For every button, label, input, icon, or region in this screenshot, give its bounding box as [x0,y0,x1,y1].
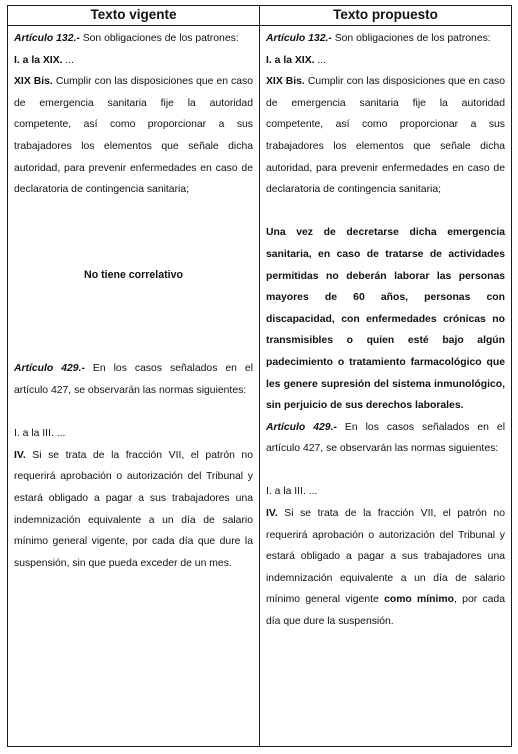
fraccion-iv-label: IV. [14,449,26,461]
roman-range-tail: ... [314,54,327,66]
header-row [8,6,512,26]
art132-line [266,28,505,50]
column-vigente [8,26,260,747]
art132-text: Son obligaciones de los patrones: [79,33,239,44]
art429-paragraph [266,417,505,460]
fraccion-iv-label: IV. [266,508,278,520]
fraccion-iv-emphasis: como mínimo [384,594,454,606]
fraccion-iv-paragraph [14,445,253,575]
fraccion-iv-text-a: Si se trata de la fracción VII, el patrón no requerirá aprobación o autorización del Tribunal y estará obligado a pagar a sus trabajadores una indemnización equivalente a un día de salario mínimo general vigente [266,508,505,606]
roman-range: I. a la XIX. [14,54,63,66]
art132-text: Son obligaciones de los patrones: [331,33,491,44]
fraccion-iv-paragraph [266,503,505,633]
roman-range-line [266,50,505,72]
xix-bis-text: Cumplir con las disposiciones que en caso de emergencia sanitaria fije la autoridad competente, así como proporcionar a sus trabajadores los elementos que señale dicha autoridad, para prevenir enfermedades en caso de declaratoria de contingencia sanitaria; [266,76,505,196]
xix-bis-paragraph [266,71,505,201]
art429-text: En los casos señalados en el artículo 427, se observarán las normas siguientes: [14,363,253,396]
no-correlativo-label: No tiene correlativo [84,268,183,281]
fraccion-iv-text: Si se trata de la fracción VII, el patrón no requerirá aprobación o autorización del Tribunal y estará obligado a pagar a sus trabajadores una indemnización equivalente a un día de salario mínimo general vigente, por cada día que dure la suspensión, sin que pueda exceder de un mes. [14,449,253,569]
body-row [8,26,512,747]
art429-label: Artículo 429.- [14,363,85,375]
art429-text: En los casos señalados en el artículo 427, se observarán las normas siguientes: [266,421,505,455]
art132-label: Artículo 132.- [266,33,332,44]
roman3-line: I. a la III. ... [14,428,66,440]
header-texto-vigente: Texto vigente [8,6,260,26]
column-propuesto [260,26,512,747]
header-texto-propuesto: Texto propuesto [260,6,512,26]
art132-label: Artículo 132.- [14,33,80,44]
xix-bis-paragraph [14,71,253,201]
roman-range: I. a la XIX. [266,54,315,66]
xix-bis-label: XIX Bis. [14,76,53,88]
roman3-line: I. a la III. ... [266,486,318,498]
xix-bis-label: XIX Bis. [266,76,305,88]
fraccion-iv-text-b: , por cada día que dure la suspensión. [266,594,505,628]
art429-paragraph [14,358,253,401]
art429-label: Artículo 429.- [266,421,337,433]
new-paragraph-proposed: Una vez de decretarse dicha emergencia sanitaria, en caso de tratarse de actividades permitidas no deberán laborar las personas mayores de 60 años, personas con discapacidad, con enfermedades crónicas no transmisibles o quien esté bajo algún padecimiento o tratamiento farmacológico que les genere supresión del sistema inmunológico, sin perjuicio de sus derechos laborales. [266,227,505,412]
comparison-table [7,5,512,747]
roman-range-tail: ... [62,54,75,66]
xix-bis-text: Cumplir con las disposiciones que en caso de emergencia sanitaria fije la autoridad competente, así como proporcionar a sus trabajadores los elementos que señale dicha autoridad, para prevenir enfermedades en caso de declaratoria de contingencia sanitaria; [14,76,253,196]
art132-line [14,28,253,50]
roman-range-line [14,50,253,72]
